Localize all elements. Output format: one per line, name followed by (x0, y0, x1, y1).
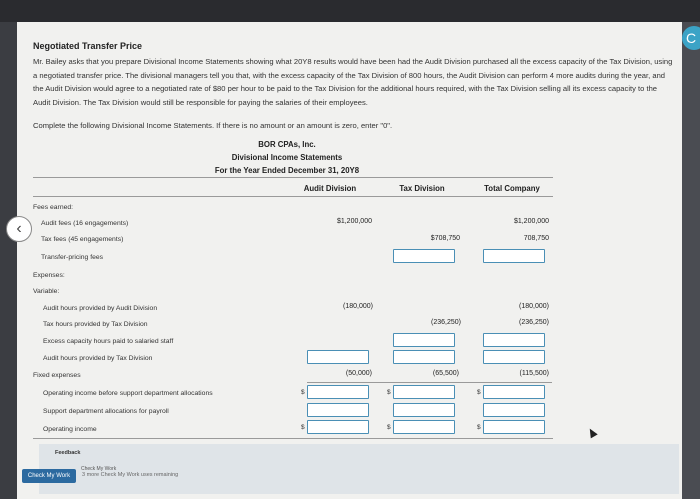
feedback-panel (39, 444, 679, 494)
problem-paragraph: Mr. Bailey asks that you prepare Divisional Income Statements showing what 20Y8 results would have been had the Audit Division purchased all the excess capacity of the Tax Division, using a negotiated transfer price. The divisional managers tell you that, with the excess capacity of the Tax Division of 800 hours, the Audit Division can perform 4 more audits during the year, and the Audit Division would agree to a negotiated rate of $80 per hour to be paid to the Tax Division for the additional hours required, with the Tax Division selling all its excess capacity to the Audit Division. The Tax Division would still be responsible for paying the salaries of their employees. (33, 57, 673, 107)
operating-income-label: Operating income (43, 426, 97, 433)
operating-before-label: Operating income before support department allocations (43, 390, 213, 397)
dollar-sign: $ (477, 389, 481, 396)
dollar-sign: $ (301, 389, 305, 396)
support-alloc-label: Support department allocations for payroll (43, 408, 169, 415)
tax-hours-tax-label: Tax hours provided by Tax Division (43, 321, 148, 328)
fixed-rule (307, 382, 552, 383)
audit-hours-audit-label: Audit hours provided by Audit Division (43, 305, 158, 312)
mouse-cursor-icon (586, 427, 597, 439)
transfer-pricing-label: Transfer-pricing fees (41, 254, 104, 261)
variable-label: Variable: (33, 288, 60, 295)
fixed-expenses-label: Fixed expenses (33, 372, 81, 379)
problem-page (17, 22, 682, 499)
excess-capacity-total-input[interactable] (483, 333, 545, 347)
feedback-title: Feedback (55, 450, 81, 456)
column-rule (33, 196, 553, 197)
audit-hours-audit-total: (180,000) (519, 303, 549, 310)
col-total-company: Total Company (484, 184, 540, 193)
dollar-sign: $ (477, 424, 481, 431)
excess-capacity-label: Excess capacity hours paid to salaried staff (43, 338, 174, 345)
company-name: BOR CPAs, Inc. (258, 140, 316, 149)
check-my-work-link[interactable]: Check My Work (81, 466, 117, 472)
operating-before-audit-input[interactable] (307, 385, 369, 399)
problem-title: Negotiated Transfer Price (33, 41, 143, 51)
tax-fees-label: Tax fees (45 engagements) (41, 236, 124, 243)
help-circle-icon[interactable]: C (682, 26, 700, 50)
right-scroll-rail (682, 22, 700, 499)
tax-fees-total: 708,750 (523, 235, 549, 242)
audit-hours-audit-audit: (180,000) (343, 303, 373, 310)
support-alloc-audit-input[interactable] (307, 403, 369, 417)
support-alloc-total-input[interactable] (483, 403, 545, 417)
statement-period: For the Year Ended December 31, 20Y8 (214, 166, 360, 175)
dollar-sign: $ (301, 424, 305, 431)
audit-hours-tax-label: Audit hours provided by Tax Division (43, 355, 153, 362)
audit-fees-total: $1,200,000 (513, 218, 549, 225)
fixed-expenses-total: (115,500) (519, 370, 549, 377)
tax-hours-tax-tax: (236,250) (431, 319, 461, 326)
fixed-expenses-audit: (50,000) (345, 370, 372, 377)
tax-hours-tax-total: (236,250) (519, 319, 549, 326)
audit-hours-tax-total-input[interactable] (483, 350, 545, 364)
audit-fees-audit: $1,200,000 (336, 218, 372, 225)
operating-before-tax-input[interactable] (393, 385, 455, 399)
excess-capacity-tax-input[interactable] (393, 333, 455, 347)
statement-heading: Divisional Income Statements (231, 153, 343, 162)
transfer-pricing-total-input[interactable] (483, 249, 545, 263)
transfer-pricing-tax-input[interactable] (393, 249, 455, 263)
fixed-expenses-tax: (65,500) (432, 370, 459, 377)
back-arrow-icon[interactable]: ‹ (6, 216, 32, 242)
expenses-label: Expenses: (33, 272, 65, 279)
operating-income-tax-input[interactable] (393, 420, 455, 434)
audit-hours-tax-audit-input[interactable] (307, 350, 369, 364)
header-rule (33, 177, 553, 178)
operating-before-total-input[interactable] (483, 385, 545, 399)
check-my-work-button[interactable]: Check My Work (22, 469, 76, 483)
fees-earned-label: Fees earned: (33, 204, 74, 211)
instructions: Complete the following Divisional Income Statements. If there is no amount or an amount is zero, enter "0". (33, 121, 393, 130)
dollar-sign: $ (387, 424, 391, 431)
col-audit-division: Audit Division (303, 184, 357, 193)
audit-hours-tax-tax-input[interactable] (393, 350, 455, 364)
check-remaining-text: 3 more Check My Work uses remaining (82, 472, 179, 478)
tax-fees-tax: $708,750 (430, 235, 460, 242)
support-alloc-tax-input[interactable] (393, 403, 455, 417)
col-tax-division: Tax Division (399, 184, 445, 193)
operating-income-total-input[interactable] (483, 420, 545, 434)
window-top-bar (0, 0, 700, 22)
dollar-sign: $ (387, 389, 391, 396)
audit-fees-label: Audit fees (16 engagements) (41, 220, 129, 227)
operating-income-audit-input[interactable] (307, 420, 369, 434)
bottom-rule (33, 438, 553, 439)
